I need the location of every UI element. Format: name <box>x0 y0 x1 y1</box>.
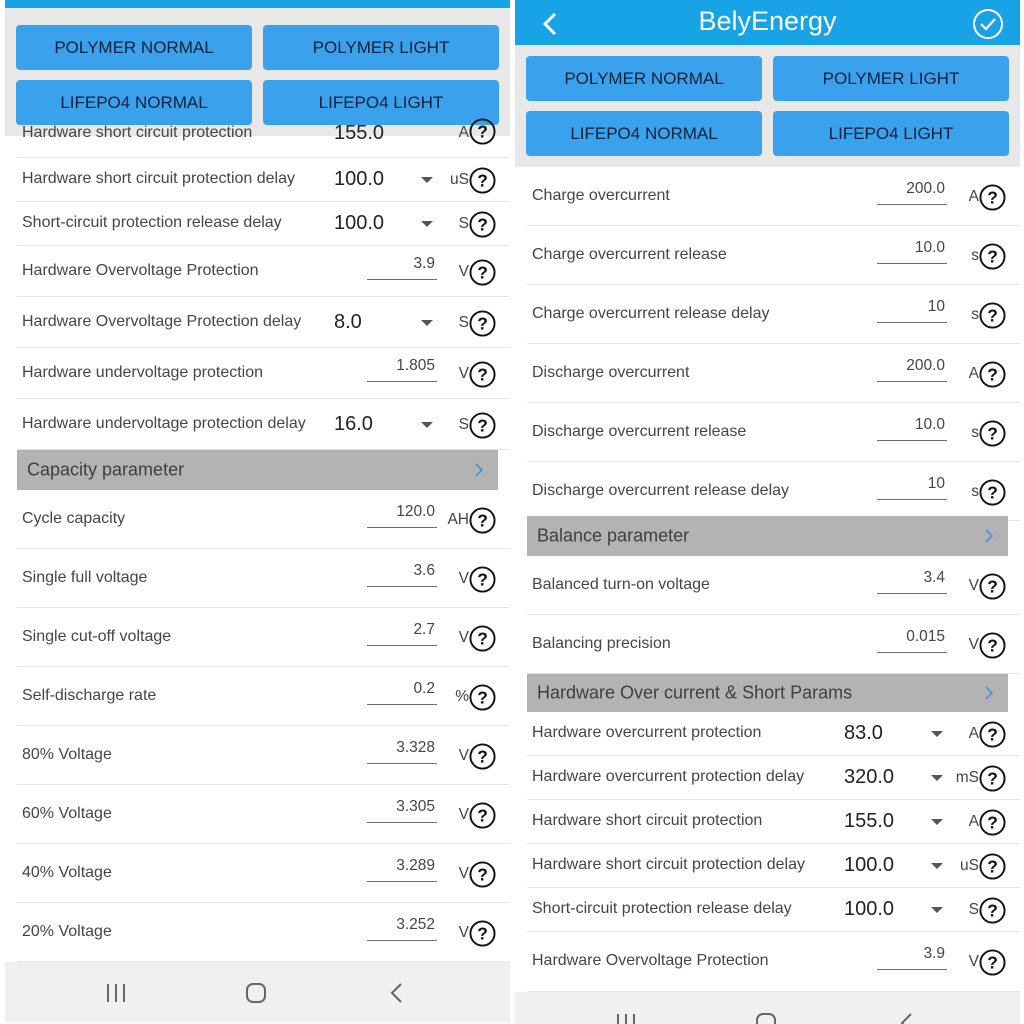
setting-row <box>527 756 1020 800</box>
question-circle-icon[interactable] <box>469 259 496 286</box>
left-screenshot <box>5 0 510 1024</box>
svg-text:?: ? <box>477 170 488 191</box>
svg-text:?: ? <box>477 627 488 648</box>
setting-row <box>17 246 510 297</box>
setting-label: Balancing precision <box>532 634 671 652</box>
question-circle-icon[interactable] <box>469 310 496 337</box>
svg-text:?: ? <box>987 422 998 443</box>
unit-label: S <box>458 215 469 232</box>
unit-label: % <box>455 687 469 705</box>
question-circle-icon[interactable] <box>469 743 496 770</box>
svg-text:?: ? <box>477 214 488 235</box>
setting-input[interactable]: 0.2 <box>367 678 437 705</box>
question-circle-icon[interactable] <box>469 507 496 534</box>
svg-text:?: ? <box>987 634 998 655</box>
setting-row <box>527 932 1020 992</box>
svg-text:?: ? <box>987 812 998 833</box>
preset-lifepo4-normal-button[interactable]: LIFEPO4 NORMAL <box>526 111 762 156</box>
setting-input[interactable]: 3.305 <box>367 796 437 823</box>
setting-label: Cycle capacity <box>22 509 126 527</box>
unit-label: V <box>458 923 469 941</box>
svg-text:?: ? <box>477 568 488 589</box>
caret-down-icon[interactable] <box>421 177 433 183</box>
svg-text:?: ? <box>987 768 998 789</box>
setting-label: Discharge overcurrent release <box>532 422 747 440</box>
setting-row <box>527 285 1020 344</box>
caret-down-icon[interactable] <box>931 819 943 825</box>
unit-label: V <box>458 746 469 764</box>
question-circle-icon[interactable] <box>979 721 1006 748</box>
setting-row <box>527 226 1020 285</box>
setting-row <box>17 608 510 667</box>
setting-label: Hardware short circuit protection <box>532 812 763 829</box>
section-title: Capacity parameter <box>27 459 185 480</box>
unit-label: V <box>458 864 469 882</box>
setting-label: Hardware short circuit protection delay <box>532 856 806 873</box>
preset-button-bar <box>5 8 510 136</box>
setting-label: Hardware overcurrent protection <box>532 724 762 741</box>
setting-row <box>527 462 1020 521</box>
unit-label: V <box>458 628 469 646</box>
setting-row <box>17 844 510 903</box>
setting-label: 40% Voltage <box>22 863 112 881</box>
svg-text:?: ? <box>477 804 488 825</box>
home-icon[interactable] <box>755 1012 777 1024</box>
svg-text:?: ? <box>477 686 488 707</box>
svg-text:?: ? <box>987 186 998 207</box>
setting-dropdown[interactable]: 155.0 <box>844 810 895 832</box>
caret-down-icon[interactable] <box>421 320 433 326</box>
recents-icon[interactable] <box>105 982 127 1004</box>
setting-dropdown[interactable]: 320.0 <box>844 766 895 788</box>
setting-input[interactable]: 3.6 <box>367 560 437 587</box>
section-header[interactable] <box>527 516 1008 556</box>
setting-input[interactable]: 200.0 <box>877 355 947 382</box>
setting-input[interactable]: 120.0 <box>367 501 437 528</box>
unit-label: V <box>968 576 979 594</box>
top-bar <box>515 0 1020 45</box>
question-circle-icon[interactable] <box>469 625 496 652</box>
setting-label: Hardware Overvoltage Protection <box>532 952 769 969</box>
preset-lifepo4-light-button[interactable]: LIFEPO4 LIGHT <box>773 111 1009 156</box>
setting-row <box>17 490 510 549</box>
svg-text:?: ? <box>987 245 998 266</box>
unit-label: V <box>458 262 469 280</box>
chevron-right-icon <box>984 686 994 700</box>
setting-row <box>17 158 510 202</box>
setting-row <box>17 667 510 726</box>
setting-row <box>527 712 1020 756</box>
caret-down-icon[interactable] <box>931 863 943 869</box>
svg-text:?: ? <box>987 952 998 973</box>
system-nav-bar <box>515 992 1020 1024</box>
preset-lifepo4-normal-button[interactable]: LIFEPO4 NORMAL <box>16 80 252 125</box>
setting-input[interactable]: 2.7 <box>367 619 437 646</box>
svg-text:?: ? <box>987 724 998 745</box>
setting-input[interactable]: 3.9 <box>367 253 437 280</box>
setting-label: 60% Voltage <box>22 804 112 822</box>
unit-label: A <box>968 187 979 205</box>
top-bar <box>5 0 510 8</box>
setting-input[interactable]: 10.0 <box>877 237 947 264</box>
setting-row <box>527 344 1020 403</box>
svg-text:?: ? <box>987 304 998 325</box>
question-circle-icon[interactable] <box>979 809 1006 836</box>
setting-row <box>17 549 510 608</box>
question-circle-icon[interactable] <box>979 420 1006 447</box>
unit-label: uS <box>450 171 469 188</box>
setting-dropdown[interactable]: 100.0 <box>334 212 385 234</box>
unit-label: A <box>458 124 469 141</box>
setting-dropdown[interactable]: 83.0 <box>844 722 883 744</box>
preset-lifepo4-light-button[interactable]: LIFEPO4 LIGHT <box>263 80 499 125</box>
chevron-right-icon <box>474 463 484 477</box>
check-circle-icon[interactable] <box>972 8 1004 40</box>
setting-label: Balanced turn-on voltage <box>532 575 710 593</box>
question-circle-icon[interactable] <box>469 802 496 829</box>
svg-text:?: ? <box>477 261 488 282</box>
setting-dropdown[interactable]: 100.0 <box>844 898 895 920</box>
setting-row <box>17 399 510 450</box>
setting-row <box>17 903 510 962</box>
svg-text:?: ? <box>477 745 488 766</box>
unit-label: V <box>458 569 469 587</box>
setting-label: Hardware Overvoltage Protection delay <box>22 312 302 330</box>
setting-row <box>527 844 1020 888</box>
setting-label: Hardware Overvoltage Protection <box>22 261 259 279</box>
setting-row <box>527 888 1020 932</box>
setting-row <box>17 202 510 246</box>
question-circle-icon[interactable] <box>469 861 496 888</box>
question-circle-icon[interactable] <box>469 566 496 593</box>
svg-text:?: ? <box>477 414 488 435</box>
question-circle-icon[interactable] <box>469 211 496 238</box>
question-circle-icon[interactable] <box>979 573 1006 600</box>
setting-label: Single cut-off voltage <box>22 627 172 645</box>
caret-down-icon[interactable] <box>421 221 433 227</box>
section-title: Hardware Over current & Short Params <box>537 682 853 703</box>
caret-down-icon[interactable] <box>421 422 433 428</box>
unit-label: S <box>968 901 979 918</box>
setting-label: Hardware undervoltage protection <box>22 363 264 381</box>
setting-dropdown[interactable]: 100.0 <box>334 168 385 190</box>
question-circle-icon[interactable] <box>979 243 1006 270</box>
preset-polymer-light-button[interactable]: POLYMER LIGHT <box>263 25 499 70</box>
setting-input[interactable]: 3.328 <box>367 737 437 764</box>
unit-label: AH <box>447 510 469 528</box>
parameter-list <box>5 121 510 962</box>
parameter-list <box>515 167 1020 992</box>
question-circle-icon[interactable] <box>979 949 1006 976</box>
app-title: BelyEnergy <box>698 6 837 36</box>
setting-dropdown[interactable]: 100.0 <box>844 854 895 876</box>
unit-label: s <box>971 482 979 500</box>
setting-row <box>527 403 1020 462</box>
setting-label: Hardware short circuit protection delay <box>22 170 296 187</box>
question-circle-icon[interactable] <box>469 412 496 439</box>
svg-text:?: ? <box>477 509 488 530</box>
setting-label: Hardware overcurrent protection delay <box>532 768 805 785</box>
setting-row <box>527 800 1020 844</box>
question-circle-icon[interactable] <box>469 118 496 145</box>
question-circle-icon[interactable] <box>979 853 1006 880</box>
setting-row <box>17 348 510 399</box>
unit-label: s <box>971 423 979 441</box>
setting-row <box>527 615 1020 674</box>
question-circle-icon[interactable] <box>469 684 496 711</box>
setting-label: Charge overcurrent release <box>532 245 727 263</box>
setting-label: Short-circuit protection release delay <box>22 214 282 231</box>
caret-down-icon[interactable] <box>931 907 943 913</box>
unit-label: mS <box>955 769 979 786</box>
svg-text:?: ? <box>987 575 998 596</box>
setting-row <box>17 726 510 785</box>
unit-label: A <box>968 725 979 742</box>
section-header[interactable] <box>17 450 498 490</box>
right-screenshot <box>515 0 1020 1024</box>
setting-row <box>17 121 510 158</box>
svg-text:?: ? <box>477 922 488 943</box>
unit-label: S <box>458 313 469 331</box>
setting-input[interactable]: 10.0 <box>877 414 947 441</box>
svg-text:?: ? <box>477 121 488 142</box>
setting-label: Hardware undervoltage protection delay <box>22 414 306 432</box>
unit-label: A <box>968 364 979 382</box>
question-circle-icon[interactable] <box>979 302 1006 329</box>
unit-label: s <box>971 246 979 264</box>
setting-dropdown[interactable]: 155.0 <box>334 122 385 144</box>
unit-label: V <box>968 635 979 653</box>
setting-dropdown[interactable]: 8.0 <box>334 310 362 333</box>
setting-label: Single full voltage <box>22 568 148 586</box>
setting-input[interactable]: 3.289 <box>367 855 437 882</box>
question-circle-icon[interactable] <box>469 167 496 194</box>
unit-label: V <box>458 364 469 382</box>
question-circle-icon[interactable] <box>979 361 1006 388</box>
setting-input[interactable]: 10 <box>877 473 947 500</box>
unit-label: V <box>968 953 979 970</box>
unit-label: s <box>971 305 979 323</box>
setting-input[interactable]: 200.0 <box>877 178 947 205</box>
svg-text:?: ? <box>477 312 488 333</box>
section-title: Balance parameter <box>537 525 690 546</box>
svg-text:?: ? <box>477 363 488 384</box>
setting-label: 80% Voltage <box>22 745 112 763</box>
question-circle-icon[interactable] <box>979 184 1006 211</box>
chevron-right-icon <box>984 529 994 543</box>
unit-label: uS <box>960 857 979 874</box>
unit-label: V <box>458 805 469 823</box>
home-icon[interactable] <box>245 982 267 1004</box>
setting-label: Discharge overcurrent <box>532 363 690 381</box>
caret-down-icon[interactable] <box>931 731 943 737</box>
setting-input[interactable]: 3.252 <box>367 914 437 941</box>
question-circle-icon[interactable] <box>979 765 1006 792</box>
setting-label: Self-discharge rate <box>22 686 157 704</box>
unit-label: A <box>968 813 979 830</box>
section-header[interactable] <box>527 674 1008 712</box>
caret-down-icon[interactable] <box>931 775 943 781</box>
setting-input[interactable]: 0.015 <box>877 626 947 653</box>
setting-input[interactable]: 3.9 <box>877 943 947 970</box>
setting-row <box>527 556 1020 615</box>
question-circle-icon[interactable] <box>979 479 1006 506</box>
question-circle-icon[interactable] <box>469 920 496 947</box>
setting-dropdown[interactable]: 16.0 <box>334 412 373 435</box>
setting-label: Charge overcurrent <box>532 186 670 204</box>
svg-text:?: ? <box>987 363 998 384</box>
preset-polymer-light-button[interactable]: POLYMER LIGHT <box>773 56 1009 101</box>
question-circle-icon[interactable] <box>979 897 1006 924</box>
setting-input[interactable]: 1.805 <box>367 355 437 382</box>
question-circle-icon[interactable] <box>469 361 496 388</box>
svg-text:?: ? <box>987 900 998 921</box>
setting-label: Charge overcurrent release delay <box>532 304 770 322</box>
svg-text:?: ? <box>987 481 998 502</box>
preset-polymer-normal-button[interactable]: POLYMER NORMAL <box>526 56 762 101</box>
nav-back-icon[interactable] <box>899 1012 915 1024</box>
setting-row <box>17 785 510 844</box>
preset-button-bar <box>515 45 1020 167</box>
setting-input[interactable]: 10 <box>877 296 947 323</box>
svg-text:?: ? <box>477 863 488 884</box>
setting-label: Hardware short circuit protection <box>22 124 253 141</box>
setting-label: Discharge overcurrent release delay <box>532 481 790 499</box>
nav-back-icon[interactable] <box>389 982 405 1004</box>
setting-row <box>527 167 1020 226</box>
svg-text:?: ? <box>987 856 998 877</box>
unit-label: S <box>458 415 469 433</box>
setting-row <box>17 297 510 348</box>
preset-polymer-normal-button[interactable]: POLYMER NORMAL <box>16 25 252 70</box>
question-circle-icon[interactable] <box>979 632 1006 659</box>
system-nav-bar <box>5 962 510 1022</box>
recents-icon[interactable] <box>615 1012 637 1024</box>
setting-label: Short-circuit protection release delay <box>532 900 792 917</box>
setting-input[interactable]: 3.4 <box>877 567 947 594</box>
setting-label: 20% Voltage <box>22 922 112 940</box>
